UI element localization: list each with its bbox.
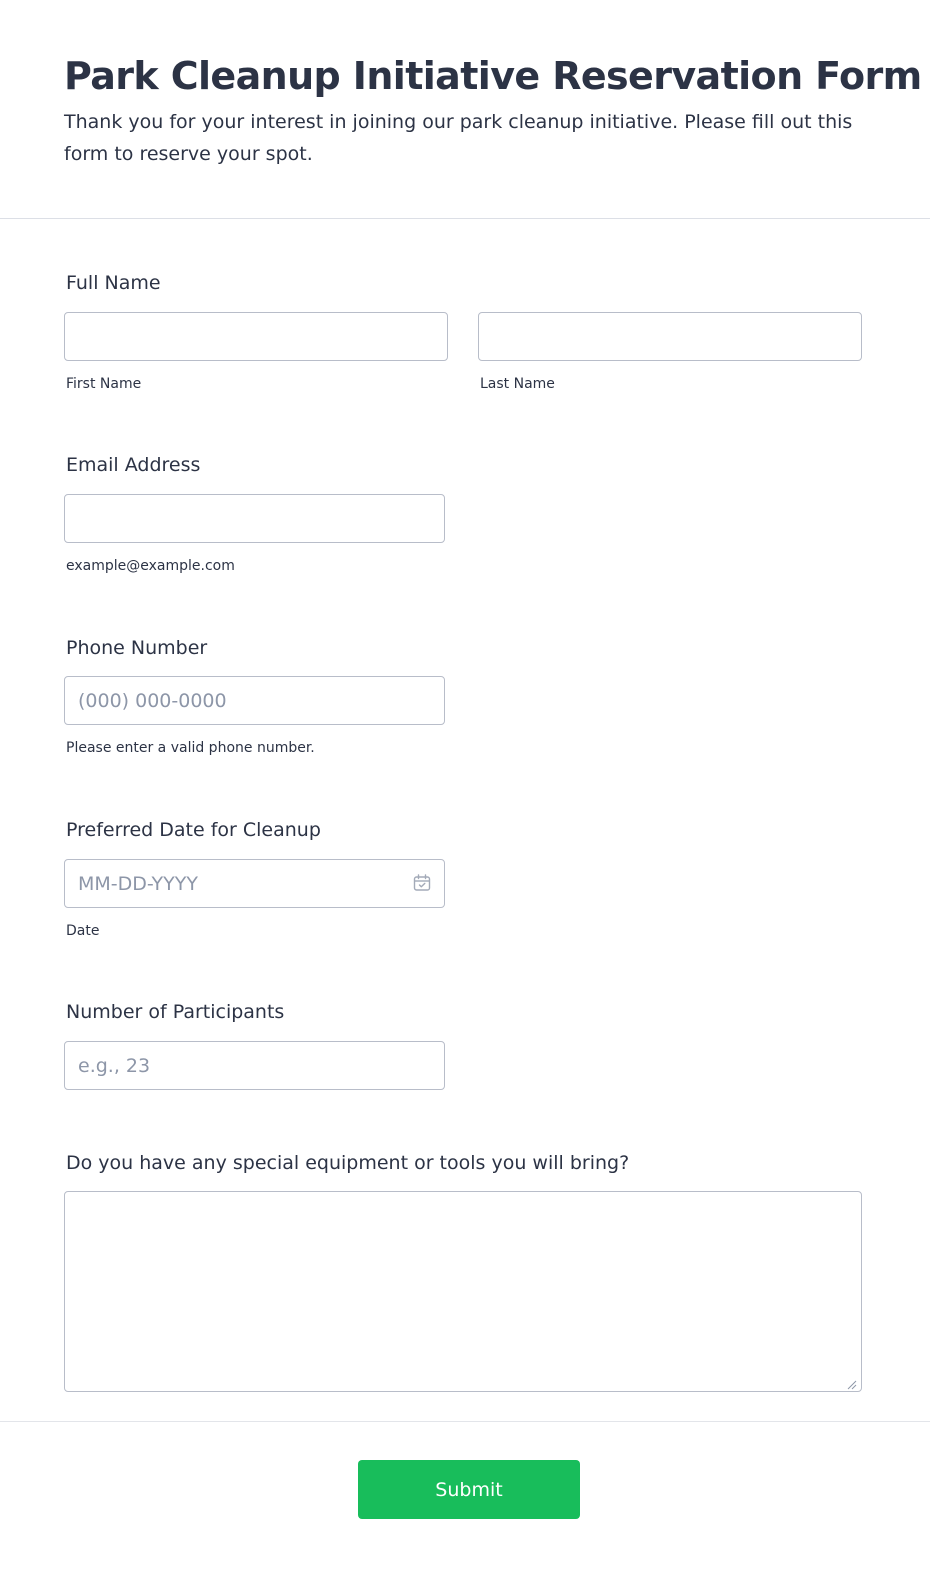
participants-input[interactable] [64,1041,445,1090]
email-field[interactable] [64,494,445,543]
date-label: Preferred Date for Cleanup [66,819,321,841]
phone-input[interactable] [64,676,445,725]
first-name-sublabel: First Name [66,376,142,392]
email-label: Email Address [66,454,201,476]
submit-button[interactable]: Submit [358,1460,580,1519]
equipment-textarea[interactable] [64,1191,862,1392]
last-name-input[interactable] [478,312,862,361]
date-sublabel: Date [66,923,100,939]
date-input[interactable] [64,859,445,908]
calendar-icon[interactable] [412,873,432,893]
first-name-input[interactable] [64,312,448,361]
form-header [0,0,930,219]
equipment-label: Do you have any special equipment or tools you will bring? [66,1152,630,1174]
full-name-label: Full Name [66,272,161,294]
phone-label: Phone Number [66,637,208,659]
participants-label: Number of Participants [66,1001,285,1023]
page-subtitle: Thank you for your interest in joining our park cleanup initiative. Please fill out this form to reserve your spot. [64,111,853,165]
page-title: Park Cleanup Initiative Reservation Form [64,54,922,98]
resize-grip-icon[interactable] [845,1375,857,1387]
email-sublabel: example@example.com [66,558,235,574]
phone-sublabel: Please enter a valid phone number. [66,740,315,756]
last-name-sublabel: Last Name [480,376,555,392]
